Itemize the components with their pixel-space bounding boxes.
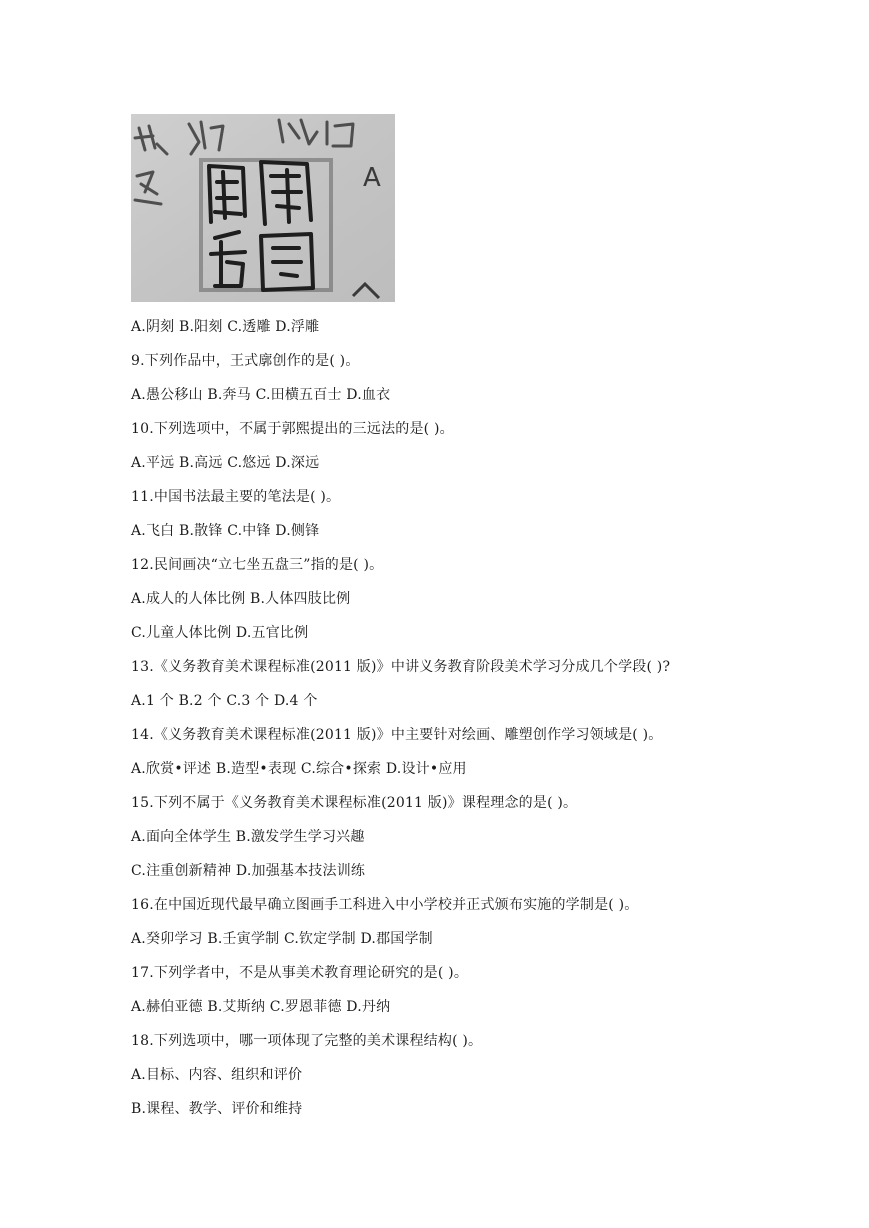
answer-options: A.成人的人体比例 B.人体四肢比例: [131, 591, 351, 607]
answer-options: A.欣赏•评述 B.造型•表现 C.综合•探索 D.设计•应用: [131, 761, 467, 777]
question-text: 13.《义务教育美术课程标准(2011 版)》中讲义务教育阶段美术学习分成几个学段( )?: [131, 659, 671, 675]
answer-options: A.面向全体学生 B.激发学生学习兴趣: [131, 829, 365, 845]
question-text: 10.下列选项中，不属于郭熙提出的三远法的是( )。: [131, 421, 454, 437]
answer-options: A.癸卯学习 B.壬寅学制 C.钦定学制 D.郡国学制: [131, 931, 433, 947]
answer-options: A.愚公移山 B.奔马 C.田横五百士 D.血衣: [131, 387, 391, 403]
answer-options: A.赫伯亚德 B.艾斯纳 C.罗恩菲德 D.丹纳: [131, 999, 391, 1015]
seal-carving-image: [131, 114, 395, 302]
answer-options: A.平远 B.高远 C.悠远 D.深远: [131, 455, 320, 471]
question-list: [131, 314, 751, 1130]
answer-options: C.儿童人体比例 D.五官比例: [131, 625, 309, 641]
question-text: 18.下列选项中，哪一项体现了完整的美术课程结构( )。: [131, 1033, 483, 1049]
answer-options: A.1 个 B.2 个 C.3 个 D.4 个: [131, 693, 318, 709]
question-text: 9.下列作品中，王式廓创作的是( )。: [131, 353, 360, 369]
answer-options: A.飞白 B.散锋 C.中锋 D.侧锋: [131, 523, 320, 539]
question-text: 16.在中国近现代最早确立图画手工科进入中小学校并正式颁布实施的学制是( )。: [131, 897, 639, 913]
answer-options: A.阴刻 B.阳刻 C.透雕 D.浮雕: [131, 319, 320, 335]
question-text: 17.下列学者中，不是从事美术教育理论研究的是( )。: [131, 965, 469, 981]
seal-overlay-letter: A: [363, 163, 381, 193]
question-text: 11.中国书法最主要的笔法是( )。: [131, 489, 341, 505]
question-text: 12.民间画决“立七坐五盘三”指的是( )。: [131, 557, 384, 573]
question-text: 15.下列不属于《义务教育美术课程标准(2011 版)》课程理念的是( )。: [131, 795, 578, 811]
answer-options: A.目标、内容、组织和评价: [131, 1067, 303, 1083]
answer-options: B.课程、教学、评价和维持: [131, 1101, 303, 1117]
answer-options: C.注重创新精神 D.加强基本技法训练: [131, 863, 366, 879]
question-text: 14.《义务教育美术课程标准(2011 版)》中主要针对绘画、雕塑创作学习领域是( )。: [131, 727, 663, 743]
